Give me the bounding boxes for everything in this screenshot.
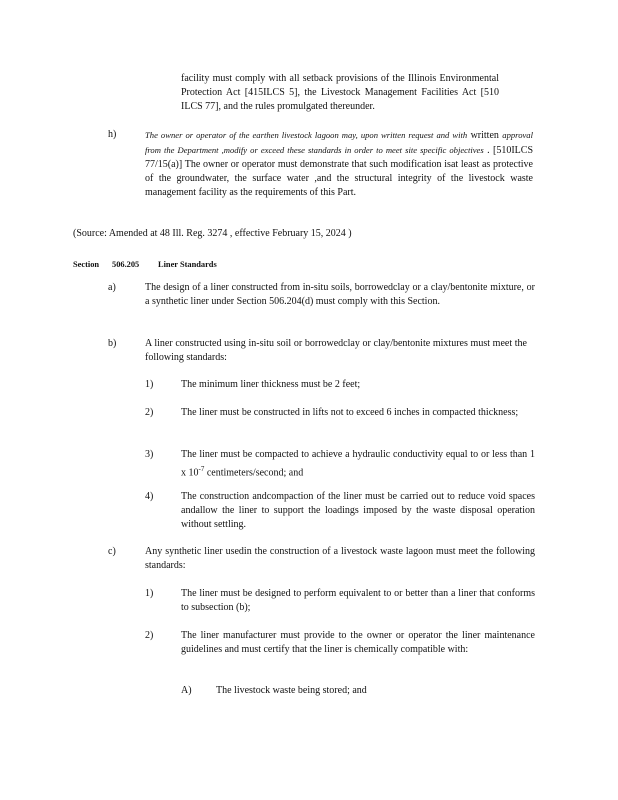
item-b3-text-before: The liner must be compacted to achieve a hydraulic conductivity equal to or less than 1 x 10 bbox=[181, 449, 535, 479]
item-h-paragraph bbox=[145, 128, 533, 200]
item-b3-exponent: -7 bbox=[198, 465, 205, 473]
item-h-italic-text: The owner or operator of the earthen livestock lagoon may, upon written request and with bbox=[145, 130, 468, 140]
item-b4-text: The construction andcompaction of the liner must be carried out to reduce void spaces andallow the liner to support the loadings imposed by the waste disposal operation without settling. bbox=[181, 491, 535, 530]
item-c1-label: 1) bbox=[145, 588, 154, 599]
item-b4-label: 4) bbox=[145, 491, 154, 502]
item-c2-label: 2) bbox=[145, 630, 154, 641]
item-b3-text-after: centimeters/second; and bbox=[206, 467, 304, 479]
item-b-text: A liner constructed using in-situ soil or borrowedclay or clay/bentonite mixtures must meet the following standards: bbox=[145, 338, 527, 363]
section-number: 506.205 bbox=[112, 260, 140, 269]
item-b-label: b) bbox=[108, 338, 117, 349]
item-b3-text bbox=[181, 448, 535, 480]
section-title: Liner Standards bbox=[158, 260, 217, 269]
item-b2-label: 2) bbox=[145, 407, 154, 418]
item-c2a-label: A) bbox=[181, 685, 192, 696]
item-b1-text: The minimum liner thickness must be 2 feet; bbox=[181, 379, 361, 390]
item-h-rest-text: . [510ILCS 77/15(a)] The owner or operator must demonstrate that such modification isat least as protective of the groundwater, the surface water ,and the structural integrity of the livestock waste management facility as the requirements of this Part. bbox=[145, 145, 533, 198]
item-b2-text: The liner must be constructed in lifts not to exceed 6 inches in compacted thickness; bbox=[181, 407, 519, 418]
item-c1-text: The liner must be designed to perform equivalent to or better than a liner that conforms to subsection (b); bbox=[181, 588, 535, 613]
item-c-label: c) bbox=[108, 546, 116, 557]
section-word: Section bbox=[73, 260, 100, 269]
item-c-text: Any synthetic liner usedin the construction of a livestock waste lagoon must meet the following standards: bbox=[145, 546, 535, 571]
item-h-written-word: written bbox=[470, 130, 499, 141]
item-b1-label: 1) bbox=[145, 379, 154, 390]
item-c2a-text: The livestock waste being stored; and bbox=[216, 685, 367, 696]
item-h-italic-text-2: approval from the Department ,modify or exceed these standards in order to meet site specific objectives bbox=[145, 130, 533, 155]
item-h-label: h) bbox=[108, 129, 117, 140]
source-note: (Source: Amended at 48 Ill. Reg. 3274 , effective February 15, 2024 ) bbox=[73, 228, 352, 239]
item-a-label: a) bbox=[108, 282, 116, 293]
item-b3-label: 3) bbox=[145, 449, 154, 460]
continuation-paragraph: facility must comply with all setback provisions of the Illinois Environmental Protection Act [415ILCS 5], the Livestock Management Facilities Act [510 ILCS 77], and the rules promulgated thereunder. bbox=[181, 73, 499, 112]
item-c2-text: The liner manufacturer must provide to the owner or operator the liner maintenance guidelines and must certify that the liner is chemically compatible with: bbox=[181, 630, 535, 655]
item-a-text: The design of a liner constructed from in-situ soils, borrowedclay or a clay/bentonite mixture, or a synthetic liner under Section 506.204(d) must comply with this Section. bbox=[145, 282, 535, 307]
